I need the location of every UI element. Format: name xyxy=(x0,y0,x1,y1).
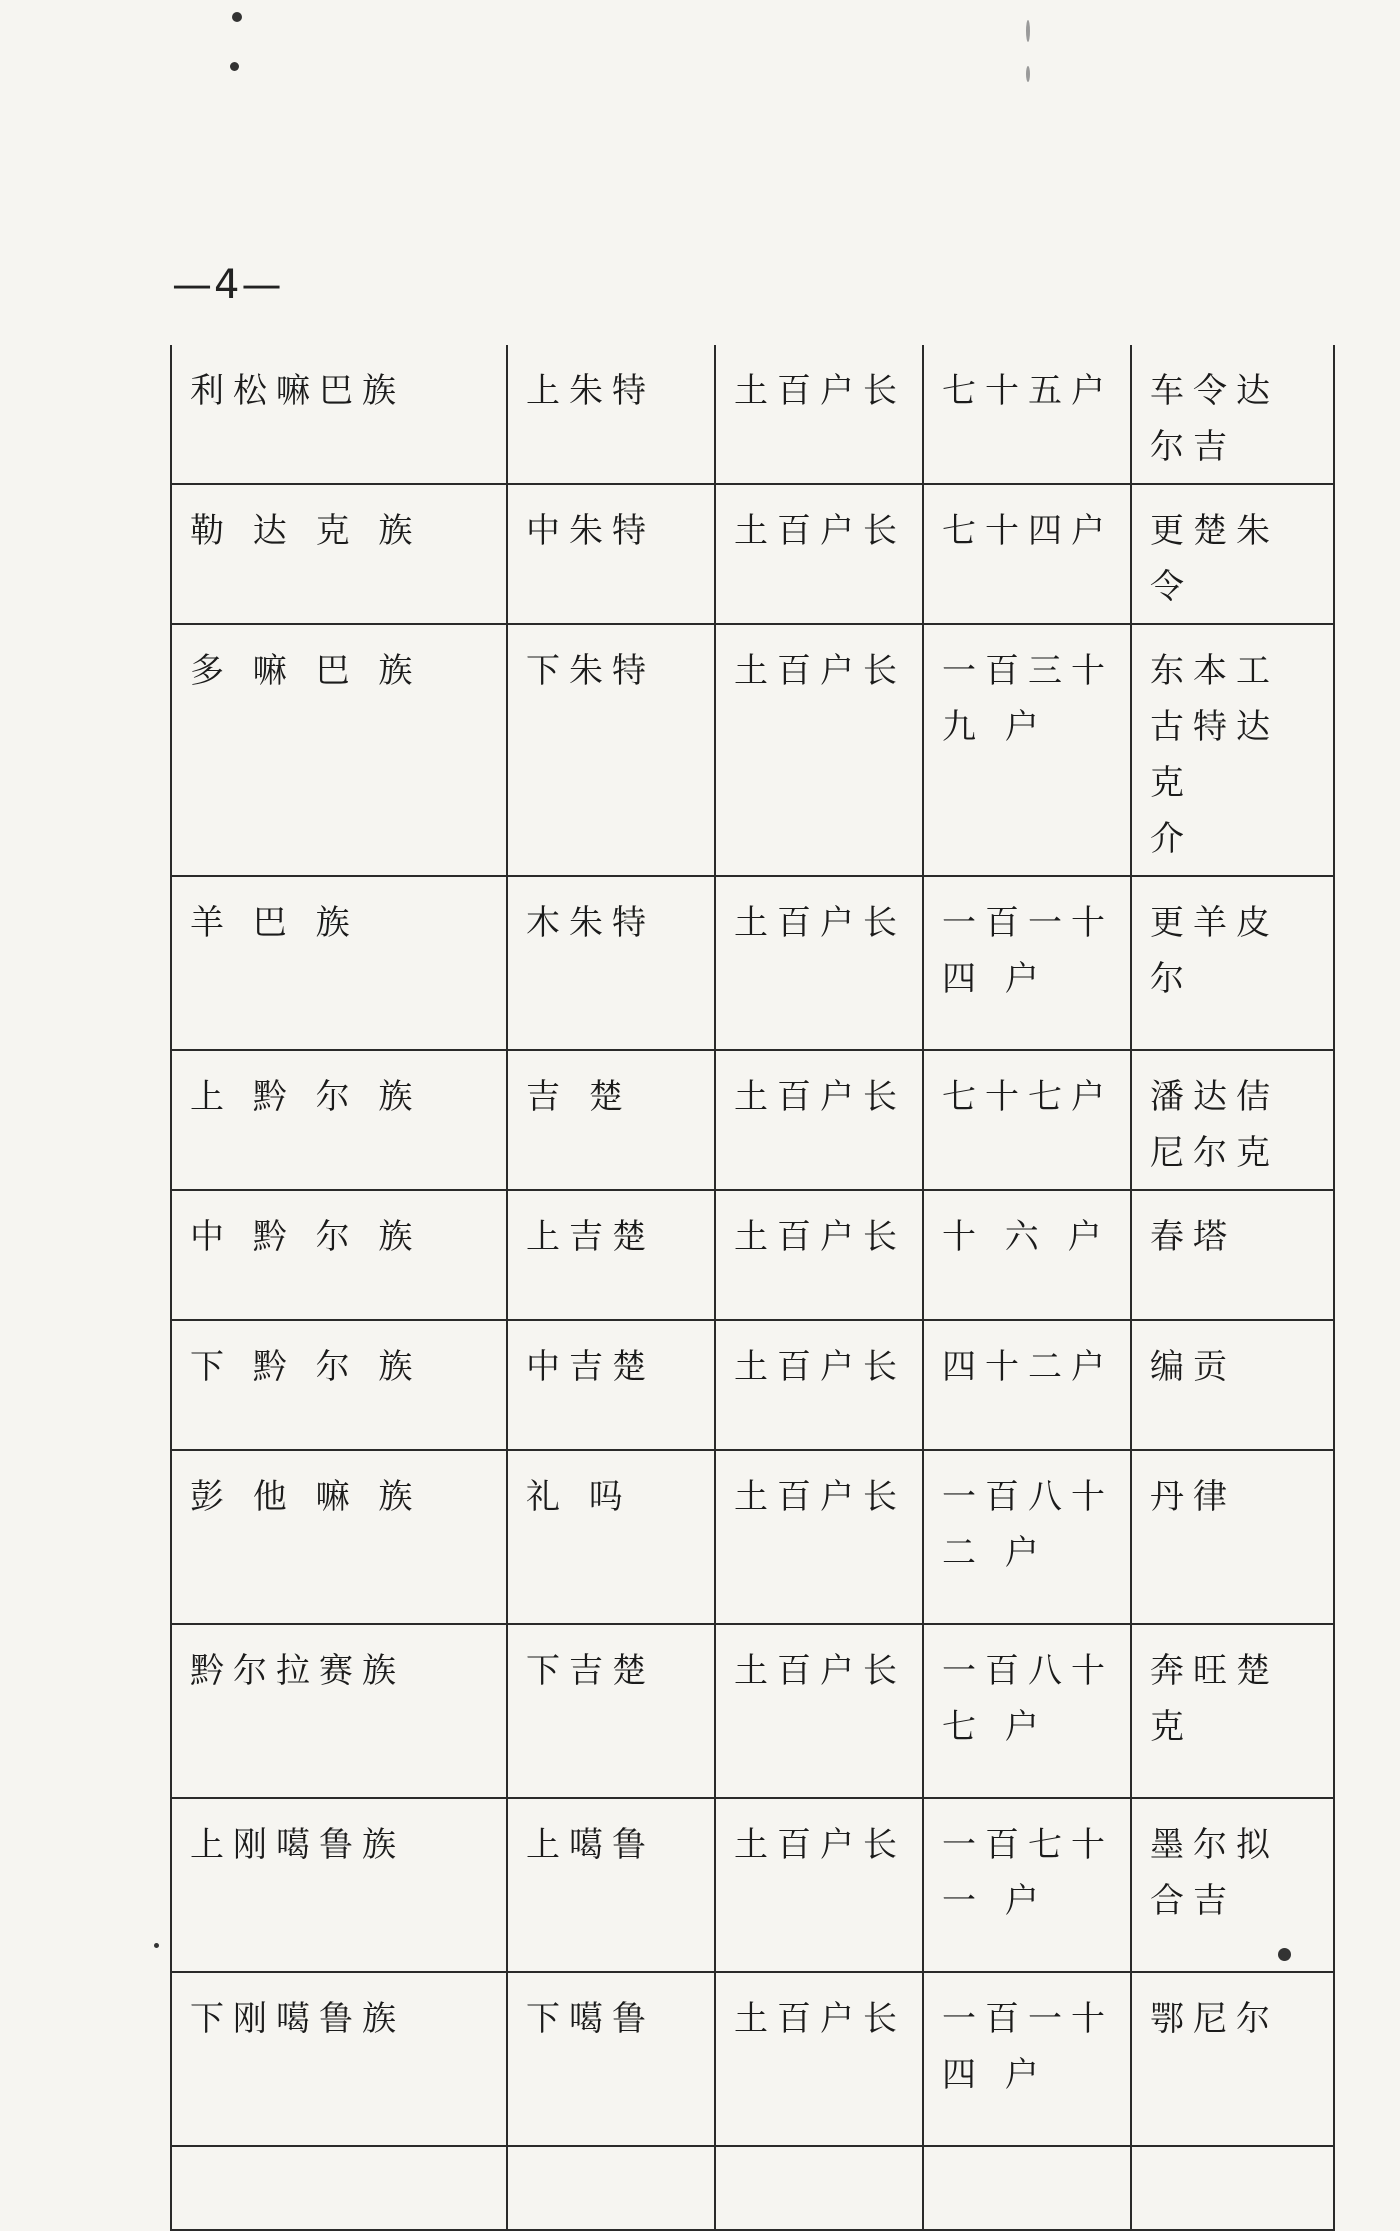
tribe-cell: 中 黔 尔 族 xyxy=(171,1190,507,1320)
scan-speck xyxy=(232,12,242,22)
table-row-continuation xyxy=(171,2146,1334,2230)
title-cell: 土百户长 xyxy=(715,1450,923,1624)
title-cell: 土百户长 xyxy=(715,1972,923,2146)
table-row xyxy=(171,345,1334,484)
leader-cell: 车令达尔吉 xyxy=(1131,345,1334,484)
scan-speck xyxy=(1026,20,1030,42)
tribe-cell: 彭 他 嘛 族 xyxy=(171,1450,507,1624)
tribe-cell: 羊 巴 族 xyxy=(171,876,507,1050)
households-cell: 一百一十 四 户 xyxy=(923,1972,1131,2146)
title-cell: 土百户长 xyxy=(715,1050,923,1190)
households-cell: 一百三十 九 户 xyxy=(923,624,1131,876)
households-cell: 一百七十 一 户 xyxy=(923,1798,1131,1972)
leader-cell: 丹律 xyxy=(1131,1450,1334,1624)
leader-cell: 鄂尼尔 xyxy=(1131,1972,1334,2146)
empty-cell xyxy=(1131,2146,1334,2230)
location-cell: 上朱特 xyxy=(507,345,715,484)
leader-cell: 编贡 xyxy=(1131,1320,1334,1450)
leader-cell: 东本工古特达克 介 xyxy=(1131,624,1334,876)
households-cell: 七十五户 xyxy=(923,345,1131,484)
records-table-wrap xyxy=(170,345,1340,2095)
table-row xyxy=(171,484,1334,624)
location-cell: 中吉楚 xyxy=(507,1320,715,1450)
tribe-cell: 上 黔 尔 族 xyxy=(171,1050,507,1190)
table-row xyxy=(171,1972,1334,2146)
scan-speck xyxy=(1026,66,1030,82)
location-cell: 下噶鲁 xyxy=(507,1972,715,2146)
households-cell: 一百一十 四 户 xyxy=(923,876,1131,1050)
table-row xyxy=(171,1190,1334,1320)
title-cell: 土百户长 xyxy=(715,624,923,876)
page-number: —4— xyxy=(172,262,284,308)
households-cell: 一百八十 七 户 xyxy=(923,1624,1131,1798)
households-cell: 四十二户 xyxy=(923,1320,1131,1450)
title-cell: 土百户长 xyxy=(715,1624,923,1798)
location-cell: 上吉楚 xyxy=(507,1190,715,1320)
location-cell: 木朱特 xyxy=(507,876,715,1050)
location-cell: 中朱特 xyxy=(507,484,715,624)
location-cell: 下朱特 xyxy=(507,624,715,876)
tribe-cell: 勒 达 克 族 xyxy=(171,484,507,624)
table-row xyxy=(171,1050,1334,1190)
title-cell: 土百户长 xyxy=(715,1190,923,1320)
empty-cell xyxy=(715,2146,923,2230)
empty-cell xyxy=(923,2146,1131,2230)
table-row xyxy=(171,1450,1334,1624)
title-cell: 土百户长 xyxy=(715,1798,923,1972)
scan-speck xyxy=(154,1943,159,1948)
scan-speck xyxy=(230,62,239,71)
tribe-cell: 利松嘛巴族 xyxy=(171,345,507,484)
leader-cell: 潘达佶尼尔克 xyxy=(1131,1050,1334,1190)
title-cell: 土百户长 xyxy=(715,876,923,1050)
tribe-cell: 黔尔拉赛族 xyxy=(171,1624,507,1798)
tribe-cell: 下 黔 尔 族 xyxy=(171,1320,507,1450)
location-cell: 礼 吗 xyxy=(507,1450,715,1624)
tribe-cell: 上刚噶鲁族 xyxy=(171,1798,507,1972)
leader-cell: 更楚朱令 xyxy=(1131,484,1334,624)
table-row xyxy=(171,1798,1334,1972)
leader-cell: 奔旺楚克 xyxy=(1131,1624,1334,1798)
households-cell: 一百八十 二 户 xyxy=(923,1450,1131,1624)
title-cell: 土百户长 xyxy=(715,345,923,484)
title-cell: 土百户长 xyxy=(715,484,923,624)
records-table xyxy=(170,345,1335,2231)
location-cell: 上噶鲁 xyxy=(507,1798,715,1972)
tribe-cell: 多 嘛 巴 族 xyxy=(171,624,507,876)
table-row xyxy=(171,1320,1334,1450)
table-row xyxy=(171,624,1334,876)
leader-cell: 更羊皮尔 xyxy=(1131,876,1334,1050)
location-cell: 吉 楚 xyxy=(507,1050,715,1190)
title-cell: 土百户长 xyxy=(715,1320,923,1450)
households-cell: 七十四户 xyxy=(923,484,1131,624)
table-row xyxy=(171,876,1334,1050)
leader-cell: 春塔 xyxy=(1131,1190,1334,1320)
leader-cell: 墨尔拟合吉 xyxy=(1131,1798,1334,1972)
households-cell: 十 六 户 xyxy=(923,1190,1131,1320)
location-cell: 下吉楚 xyxy=(507,1624,715,1798)
empty-cell xyxy=(507,2146,715,2230)
empty-cell xyxy=(171,2146,507,2230)
tribe-cell: 下刚噶鲁族 xyxy=(171,1972,507,2146)
households-cell: 七十七户 xyxy=(923,1050,1131,1190)
table-row xyxy=(171,1624,1334,1798)
